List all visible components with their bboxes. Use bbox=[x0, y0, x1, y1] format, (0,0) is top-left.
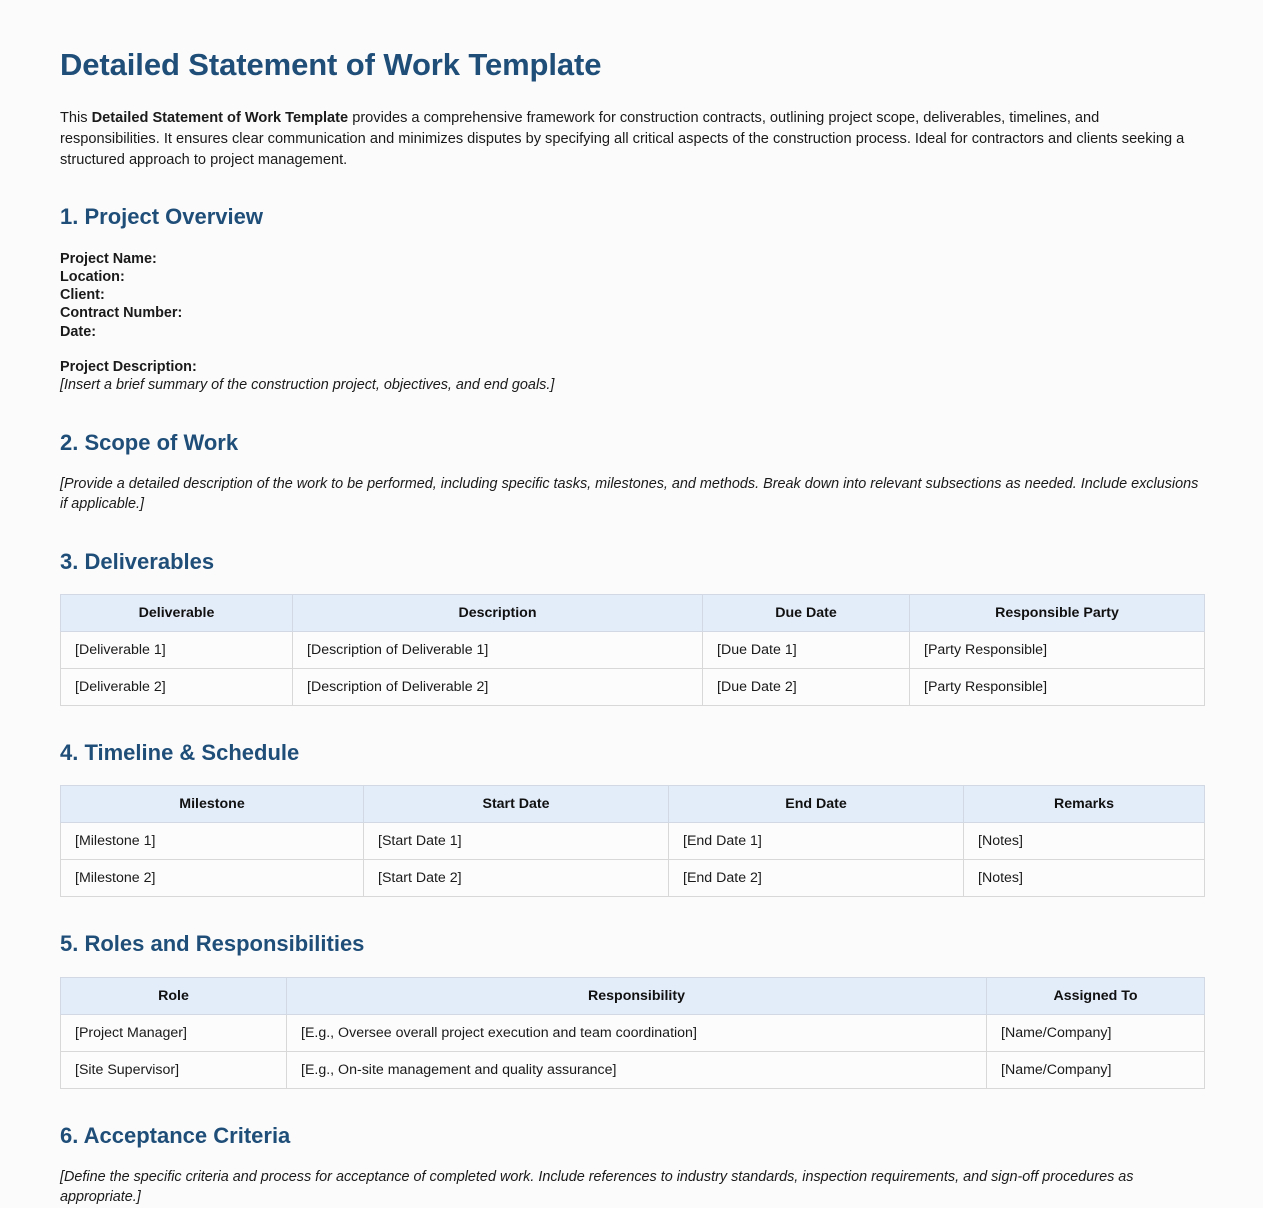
cell-milestone: [Milestone 1] bbox=[61, 823, 364, 860]
cell-responsible-party: [Party Responsible] bbox=[910, 632, 1205, 669]
intro-paragraph bbox=[60, 108, 1203, 170]
cell-role: [Project Manager] bbox=[61, 1014, 287, 1051]
section-heading-scope-of-work: 2. Scope of Work bbox=[60, 429, 239, 455]
table-row bbox=[61, 632, 1205, 669]
section-roles-responsibilities bbox=[60, 931, 1203, 1088]
table-header-row bbox=[61, 786, 1205, 823]
scope-of-work-placeholder: [Provide a detailed description of the work to be performed, including specific tasks, milestones, and methods. Break down into relevant subsections as needed. Include exclusions if applicable.] bbox=[60, 476, 1199, 512]
intro-bold-term: Detailed Statement of Work Template bbox=[91, 110, 349, 127]
cell-due-date: [Due Date 2] bbox=[703, 669, 910, 706]
column-header-role: Role bbox=[61, 977, 287, 1014]
table-header-row bbox=[61, 595, 1205, 632]
cell-responsibility: [E.g., Oversee overall project execution and team coordination] bbox=[287, 1014, 987, 1051]
section-acceptance-criteria bbox=[60, 1123, 1203, 1208]
section-heading-deliverables: 3. Deliverables bbox=[60, 548, 215, 574]
field-project-name: Project Name: bbox=[60, 250, 157, 267]
cell-start-date: [Start Date 1] bbox=[364, 823, 669, 860]
cell-assigned-to: [Name/Company] bbox=[987, 1014, 1205, 1051]
column-header-description: Description bbox=[293, 595, 703, 632]
cell-milestone: [Milestone 2] bbox=[61, 860, 364, 897]
column-header-milestone: Milestone bbox=[61, 786, 364, 823]
table-row bbox=[61, 1014, 1205, 1051]
section-scope-of-work bbox=[60, 430, 1203, 515]
table-row bbox=[61, 669, 1205, 706]
cell-end-date: [End Date 1] bbox=[669, 823, 964, 860]
cell-description: [Description of Deliverable 1] bbox=[293, 632, 703, 669]
roles-responsibilities-table bbox=[60, 977, 1205, 1089]
column-header-remarks: Remarks bbox=[964, 786, 1205, 823]
cell-remarks: [Notes] bbox=[964, 860, 1205, 897]
table-row bbox=[61, 823, 1205, 860]
cell-role: [Site Supervisor] bbox=[61, 1051, 287, 1088]
column-header-deliverable: Deliverable bbox=[61, 595, 293, 632]
section-heading-acceptance-criteria: 6. Acceptance Criteria bbox=[60, 1122, 291, 1148]
cell-responsibility: [E.g., On-site management and quality assurance] bbox=[287, 1051, 987, 1088]
column-header-end-date: End Date bbox=[669, 786, 964, 823]
section-heading-project-overview: 1. Project Overview bbox=[60, 204, 263, 230]
column-header-due-date: Due Date bbox=[703, 595, 910, 632]
cell-end-date: [End Date 2] bbox=[669, 860, 964, 897]
timeline-schedule-table bbox=[60, 785, 1205, 897]
table-header-row bbox=[61, 977, 1205, 1014]
deliverables-table bbox=[60, 594, 1205, 706]
intro-prefix: This bbox=[60, 110, 92, 127]
project-description-label: Project Description: bbox=[60, 358, 197, 375]
field-client: Client: bbox=[60, 287, 105, 304]
cell-assigned-to: [Name/Company] bbox=[987, 1051, 1205, 1088]
section-heading-timeline-schedule: 4. Timeline & Schedule bbox=[60, 740, 300, 766]
cell-due-date: [Due Date 1] bbox=[703, 632, 910, 669]
field-location: Location: bbox=[60, 268, 125, 285]
section-heading-roles-responsibilities: 5. Roles and Responsibilities bbox=[60, 931, 365, 957]
field-date: Date: bbox=[60, 323, 96, 340]
table-row bbox=[61, 860, 1205, 897]
acceptance-criteria-placeholder: [Define the specific criteria and process for acceptance of completed work. Include references to industry standards, inspection requirements, and sign-off procedures as appropriate.] bbox=[60, 1169, 1134, 1205]
section-deliverables bbox=[60, 549, 1203, 706]
cell-description: [Description of Deliverable 2] bbox=[293, 669, 703, 706]
section-timeline-schedule bbox=[60, 740, 1203, 897]
column-header-responsibility: Responsibility bbox=[287, 977, 987, 1014]
column-header-start-date: Start Date bbox=[364, 786, 669, 823]
table-row bbox=[61, 1051, 1205, 1088]
column-header-assigned-to: Assigned To bbox=[987, 977, 1205, 1014]
section-project-overview bbox=[60, 204, 1203, 396]
field-contract-number: Contract Number: bbox=[60, 305, 183, 322]
project-description-placeholder: [Insert a brief summary of the construction project, objectives, and end goals.] bbox=[60, 376, 555, 393]
page-title: Detailed Statement of Work Template bbox=[60, 47, 602, 82]
cell-responsible-party: [Party Responsible] bbox=[910, 669, 1205, 706]
cell-start-date: [Start Date 2] bbox=[364, 860, 669, 897]
cell-deliverable: [Deliverable 1] bbox=[61, 632, 293, 669]
cell-remarks: [Notes] bbox=[964, 823, 1205, 860]
intro-rest: provides a comprehensive framework for construction contracts, outlining project scope, deliverables, timelines, and responsibilities. It ensures clear communication and minimizes disputes by specifying all critical aspects of the construction process. Ideal for contractors and clients seeking a structured approach to project management. bbox=[60, 110, 1185, 168]
column-header-responsible-party: Responsible Party bbox=[910, 595, 1205, 632]
cell-deliverable: [Deliverable 2] bbox=[61, 669, 293, 706]
project-overview-field-list bbox=[60, 250, 1203, 341]
